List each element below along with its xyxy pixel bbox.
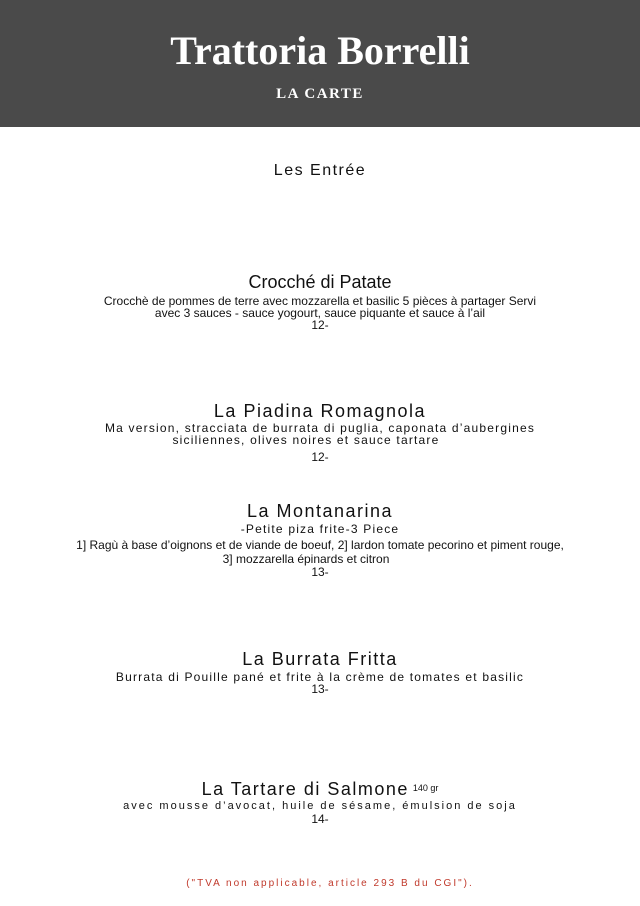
dish-description-line: siciliennes, olives noires et sauce tartare bbox=[172, 433, 440, 447]
dish-description-line: Ma version, stracciata de burrata di puglia, caponata d’aubergines bbox=[104, 421, 536, 435]
dish-description-line: -Petite piza frite-3 Piece bbox=[240, 522, 400, 536]
dish-price: 13- bbox=[311, 565, 329, 579]
menu-header bbox=[0, 0, 640, 127]
dish-name-burrata: La Burrata Fritta bbox=[242, 649, 398, 669]
dish-price: 12- bbox=[311, 318, 329, 332]
dish-description-line: 1] Ragù à base d’oignons et de viande de boeuf, 2] lardon tomate pecorino et piment rouge, bbox=[76, 538, 564, 552]
dish-description-line: avec mousse d’avocat, huile de sésame, émulsion de soja bbox=[123, 800, 517, 812]
dish-weight: 140 gr bbox=[412, 783, 439, 793]
dish-name-crocche: Crocché di Patate bbox=[248, 272, 392, 292]
dish-description-line: Crocchè de pommes de terre avec mozzarella et basilic 5 pièces à partager Servi bbox=[103, 294, 537, 308]
dish-name-montanarina: La Montanarina bbox=[246, 501, 394, 521]
dish-name-text: La Tartare di Salmone bbox=[201, 779, 409, 799]
dish-description-line: avec 3 sauces - sauce yogourt, sauce piquante et sauce à l’ail bbox=[154, 306, 486, 320]
section-title: Les Entrée bbox=[273, 162, 367, 179]
dish-description-line: 3] mozzarella épinards et citron bbox=[222, 552, 390, 566]
dish-description-line: Burrata di Pouille pané et frite à la crème de tomates et basilic bbox=[115, 670, 525, 684]
dish-price: 14- bbox=[311, 812, 329, 826]
footer-tax-note: ("TVA non applicable, article 293 B du CGI"). bbox=[186, 878, 474, 889]
dish-price: 13- bbox=[311, 682, 329, 696]
restaurant-name: Trattoria Borrelli bbox=[170, 28, 470, 73]
dish-name-piadina: La Piadina Romagnola bbox=[213, 401, 427, 421]
menu-subtitle: LA CARTE bbox=[276, 86, 364, 102]
dish-price: 12- bbox=[311, 450, 329, 464]
dish-name-tartare bbox=[0, 777, 640, 800]
